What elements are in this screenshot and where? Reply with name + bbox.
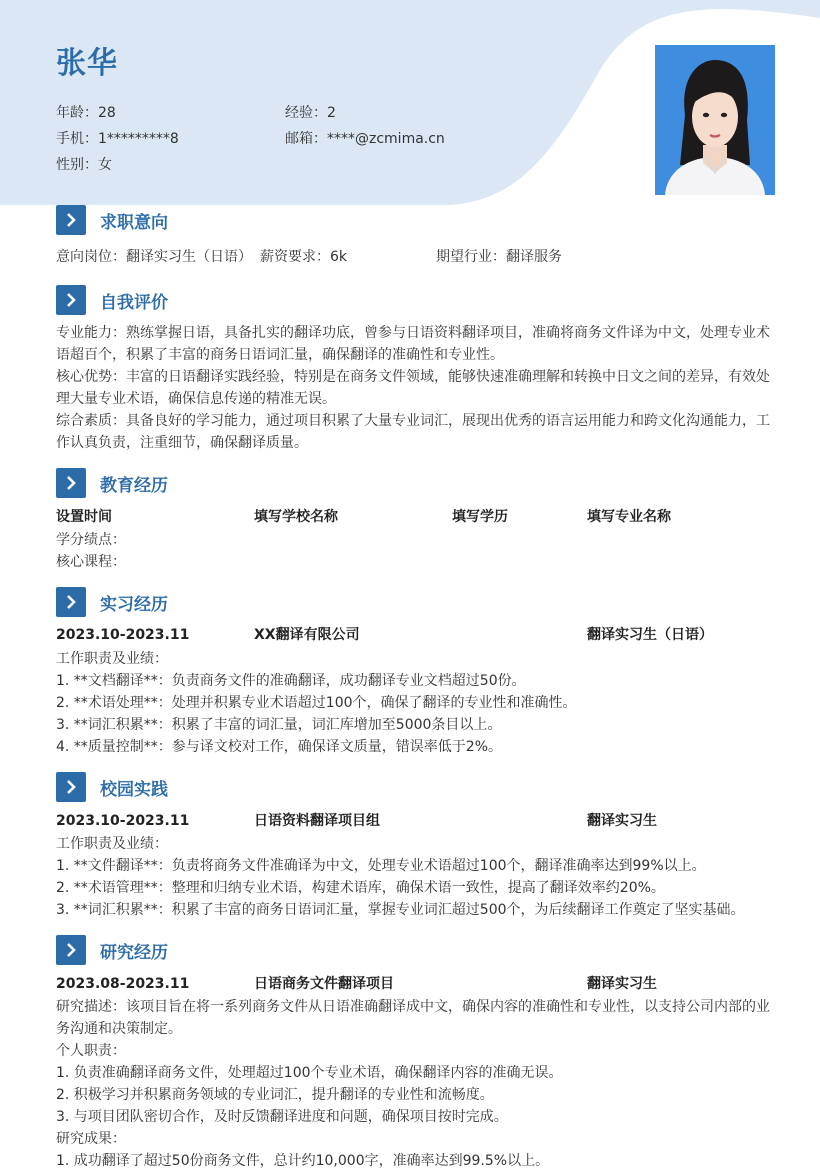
- profile-photo: [655, 45, 775, 195]
- campus-item: 2. **术语管理**：整理和归纳专业术语，构建术语库，确保术语一致性，提高了翻译效率约20%。: [56, 880, 665, 896]
- age: 年龄：28: [56, 105, 116, 121]
- edu-courses: 核心课程：: [56, 554, 126, 570]
- research-role: 翻译实习生: [587, 976, 657, 992]
- section-education: [56, 468, 168, 498]
- campus-item: 1. **文件翻译**：负责将商务文件准确译为中文，处理专业术语超过100个，翻译准确率达到99%以上。: [56, 858, 706, 874]
- chevron-right-icon: [56, 587, 86, 617]
- section-title: 校园实践: [100, 779, 168, 800]
- section-title: 实习经历: [100, 594, 168, 615]
- intent-position: 意向岗位：翻译实习生（日语）: [56, 249, 252, 265]
- campus-org: 日语资料翻译项目组: [254, 813, 380, 829]
- research-project: 日语商务文件翻译项目: [254, 976, 394, 992]
- section-internship: [56, 587, 168, 617]
- research-duty: 2. 积极学习并积累商务领域的专业词汇，提升翻译的专业性和流畅度。: [56, 1087, 494, 1103]
- chevron-right-icon: [56, 468, 86, 498]
- edu-gpa: 学分绩点：: [56, 532, 126, 548]
- section-title: 求职意向: [100, 212, 168, 233]
- research-results-label: 研究成果：: [56, 1131, 126, 1147]
- email: 邮箱：****@zcmima.cn: [285, 131, 445, 147]
- section-title: 自我评价: [100, 292, 168, 313]
- chevron-right-icon: [56, 772, 86, 802]
- phone: 手机：1*********8: [56, 131, 179, 147]
- intern-item: 1. **文档翻译**：负责商务文件的准确翻译，成功翻译专业文档超过50份。: [56, 673, 526, 689]
- research-result: 1. 成功翻译了超过50份商务文件，总计约10,000字，准确率达到99.5%以上。: [56, 1153, 550, 1169]
- campus-period: 2023.10-2023.11: [56, 813, 190, 829]
- section-campus: [56, 772, 168, 802]
- edu-school: 填写学校名称: [254, 509, 338, 525]
- gender: 性别：女: [56, 157, 112, 173]
- section-research: [56, 935, 168, 965]
- intern-company: XX翻译有限公司: [254, 627, 360, 643]
- edu-degree: 填写学历: [452, 509, 508, 525]
- research-duty: 3. 与项目团队密切合作，及时反馈翻译进度和问题，确保项目按时完成。: [56, 1109, 508, 1125]
- intent-industry: 期望行业：翻译服务: [436, 249, 562, 265]
- campus-intro: 工作职责及业绩：: [56, 836, 168, 852]
- edu-time: 设置时间: [56, 509, 112, 525]
- campus-item: 3. **词汇积累**：积累了丰富的商务日语词汇量，掌握专业词汇超过500个，为后续翻译工作奠定了坚实基础。: [56, 902, 745, 918]
- research-duty: 1. 负责准确翻译商务文件，处理超过100个专业术语，确保翻译内容的准确无误。: [56, 1065, 563, 1081]
- chevron-right-icon: [56, 285, 86, 315]
- experience: 经验：2: [285, 105, 336, 121]
- intern-item: 4. **质量控制**：参与译文校对工作，确保译文质量，错误率低于2%。: [56, 739, 503, 755]
- intern-item: 2. **术语处理**：处理并积累专业术语超过100个，确保了翻译的专业性和准确性。: [56, 695, 577, 711]
- edu-major: 填写专业名称: [587, 509, 671, 525]
- intern-role: 翻译实习生（日语）: [587, 627, 713, 643]
- section-self-eval: [56, 285, 168, 315]
- research-duties-label: 个人职责：: [56, 1043, 126, 1059]
- campus-role: 翻译实习生: [587, 813, 657, 829]
- intern-item: 3. **词汇积累**：积累了丰富的词汇量，词汇库增加至5000条目以上。: [56, 717, 502, 733]
- intent-salary: 薪资要求：6k: [260, 249, 348, 265]
- intern-period: 2023.10-2023.11: [56, 627, 190, 643]
- intern-intro: 工作职责及业绩：: [56, 651, 168, 667]
- chevron-right-icon: [56, 935, 86, 965]
- self-eval-paragraph: 综合素质：具备良好的学习能力，通过项目积累了大量专业词汇，展现出优秀的语言运用能力和跨文化沟通能力，工作认真负责，注重细节，确保翻译质量。: [56, 413, 770, 451]
- research-description: 研究描述：该项目旨在将一系列商务文件从日语准确翻译成中文，确保内容的准确性和专业性，以支持公司内部的业务沟通和决策制定。: [56, 999, 770, 1037]
- candidate-name: 张华: [56, 46, 118, 81]
- self-eval-paragraph: 核心优势：丰富的日语翻译实践经验，特别是在商务文件领域，能够快速准确理解和转换中日文之间的差异，有效处理大量专业术语，确保信息传递的精准无误。: [56, 369, 770, 407]
- chevron-right-icon: [56, 205, 86, 235]
- section-title: 研究经历: [100, 942, 168, 963]
- section-title: 教育经历: [100, 475, 168, 496]
- section-intent: [56, 205, 168, 235]
- self-eval-paragraph: 专业能力：熟练掌握日语，具备扎实的翻译功底，曾参与日语资料翻译项目，准确将商务文件译为中文，处理专业术语超百个，积累了丰富的商务日语词汇量，确保翻译的准确性和专业性。: [56, 325, 770, 363]
- research-period: 2023.08-2023.11: [56, 976, 190, 992]
